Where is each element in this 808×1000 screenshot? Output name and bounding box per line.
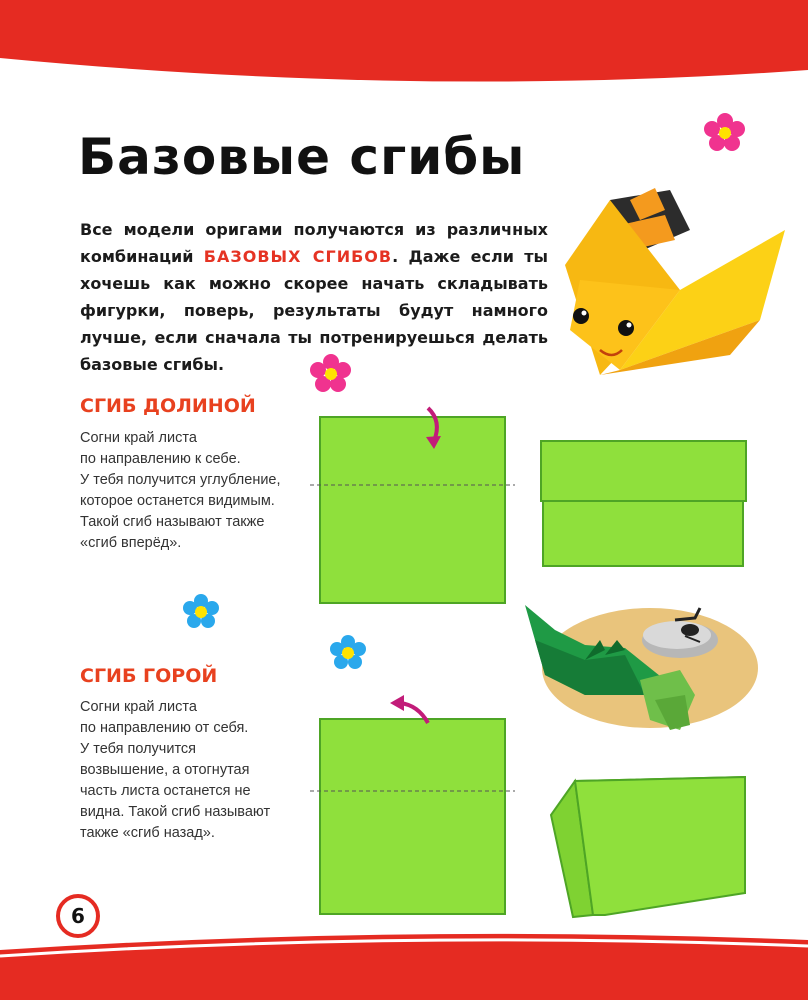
valley-fold-line: по направлению к себе. — [80, 451, 241, 467]
mountain-fold-square-diagram — [310, 695, 520, 920]
mountain-fold-result-diagram — [545, 775, 750, 920]
pink-flower-icon — [702, 112, 748, 152]
page-title: Базовые сгибы — [78, 128, 526, 186]
mountain-fold-line: Согни край листа — [80, 699, 197, 715]
mountain-fold-text — [80, 697, 270, 844]
valley-fold-title: СГИБ ДОЛИНОЙ — [80, 395, 256, 417]
valley-fold-line: Такой сгиб называют также — [80, 514, 265, 530]
valley-fold-line: У тебя получится углубление, — [80, 472, 281, 488]
mountain-fold-line: возвышение, а отогнутая — [80, 762, 250, 778]
origami-cat-illustration — [560, 170, 795, 385]
intro-highlight: БАЗОВЫХ СГИБОВ — [203, 247, 393, 266]
bottom-red-band — [0, 910, 808, 1000]
valley-fold-line: которое останется видимым. — [80, 493, 275, 509]
valley-fold-line: Согни край листа — [80, 430, 197, 446]
paper-square — [320, 719, 505, 914]
mountain-fold-line: У тебя получится — [80, 741, 197, 757]
valley-fold-result-diagram — [538, 436, 753, 571]
mountain-fold-line: по направлению от себя. — [80, 720, 249, 736]
intro-text-end: . Даже если ты хочешь как можно скорее начать складывать фигурки, поверь, результаты будут намного лучше, если сначала ты потренируешься делать базовые сгибы. — [80, 247, 548, 374]
mountain-fold-line: часть листа останется не — [80, 783, 251, 799]
paper-square — [320, 417, 505, 603]
valley-fold-text — [80, 428, 281, 554]
mountain-fold-line: также «сгиб назад». — [80, 825, 215, 841]
origami-crocodile-illustration — [525, 600, 755, 750]
mountain-fold-title: СГИБ ГОРОЙ — [80, 665, 218, 687]
page-number: 6 — [56, 894, 100, 938]
intro-text-start: Все модели оригами получаются из различных комбинаций — [80, 220, 548, 266]
blue-flower-icon — [180, 593, 222, 629]
top-red-band — [0, 0, 808, 100]
mountain-fold-line: видна. Такой сгиб называют — [80, 804, 271, 820]
blue-flower-icon — [327, 634, 369, 670]
valley-fold-line: «сгиб вперёд». — [80, 535, 182, 551]
pink-flower-icon — [308, 353, 354, 393]
valley-fold-square-diagram — [310, 405, 520, 610]
